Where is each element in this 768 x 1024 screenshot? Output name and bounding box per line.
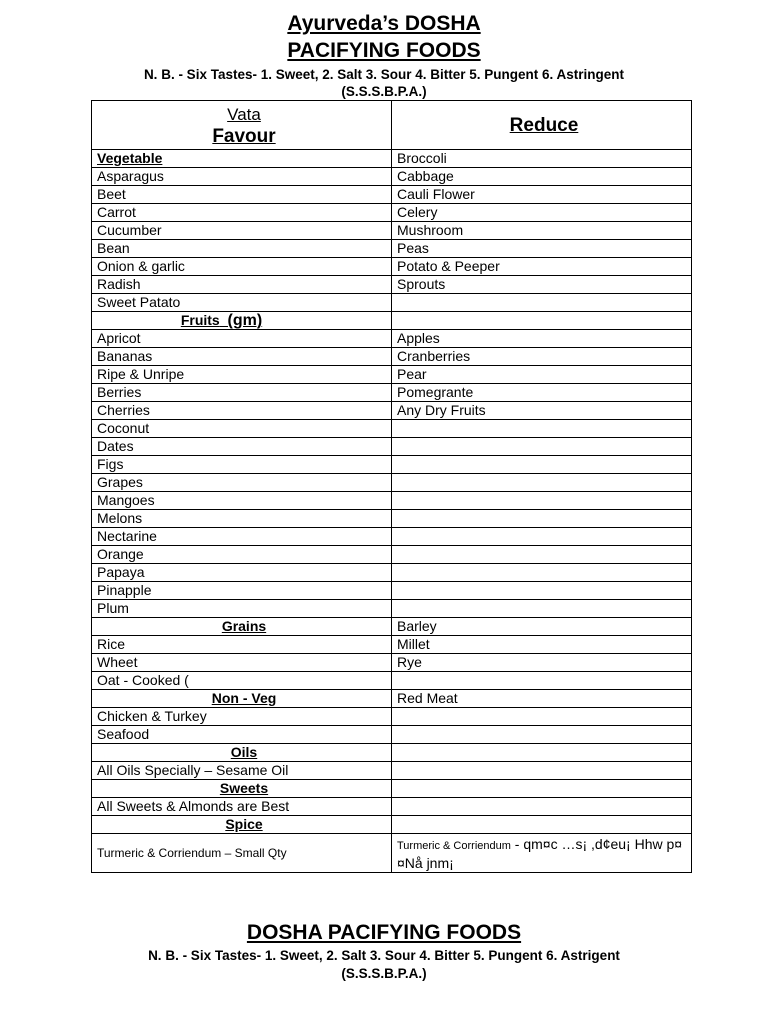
- sweets-heading: Sweets: [92, 780, 392, 798]
- tastes-abbrev: (S.S.S.B.P.A.): [341, 84, 427, 99]
- favour-heading: Favour: [212, 126, 276, 147]
- fruit-row: [92, 420, 692, 438]
- fruit-row: [92, 474, 692, 492]
- vegetable-heading-row: [92, 150, 692, 168]
- table-cell: [392, 744, 692, 762]
- reduce-cell: [392, 492, 692, 510]
- reduce-header-cell: [392, 101, 692, 150]
- favour-cell: Grapes: [92, 474, 392, 492]
- fruit-row: [92, 492, 692, 510]
- fruit-row: [92, 600, 692, 618]
- favour-cell: Asparagus: [92, 168, 392, 186]
- vegetable-row: [92, 168, 692, 186]
- fruits-heading-cell: [92, 312, 392, 330]
- spice-right-cell: [392, 834, 692, 873]
- table-cell: [392, 798, 692, 816]
- favour-cell: Cucumber: [92, 222, 392, 240]
- footer-title: DOSHA PACIFYING FOODS: [246, 921, 522, 944]
- favour-cell: Nectarine: [92, 528, 392, 546]
- reduce-cell: Any Dry Fruits: [392, 402, 692, 420]
- reduce-cell: [392, 420, 692, 438]
- spice-left-text: Turmeric & Corriendum – Small Qty: [97, 846, 287, 860]
- vegetable-heading: Vegetable: [92, 150, 392, 168]
- vata-heading: Vata: [227, 105, 261, 124]
- reduce-cell: [392, 726, 692, 744]
- fruit-row: [92, 528, 692, 546]
- favour-cell: Wheet: [92, 654, 392, 672]
- grain-row: [92, 672, 692, 690]
- grains-heading-row: [92, 618, 692, 636]
- fruits-unit: (gm): [227, 312, 263, 329]
- nonveg-heading-row: [92, 690, 692, 708]
- fruits-heading: Fruits: [180, 312, 220, 328]
- fruit-row: [92, 348, 692, 366]
- reduce-cell: [392, 600, 692, 618]
- favour-cell: Oat - Cooked (: [92, 672, 392, 690]
- nonveg-heading: Non - Veg: [92, 690, 392, 708]
- fruit-row: [92, 384, 692, 402]
- oils-heading-row: [92, 744, 692, 762]
- fruit-row: [92, 366, 692, 384]
- fruit-row: [92, 564, 692, 582]
- vegetable-row: [92, 294, 692, 312]
- vegetable-row: [92, 222, 692, 240]
- vegetable-row: [92, 258, 692, 276]
- reduce-cell: [392, 510, 692, 528]
- reduce-cell: [392, 474, 692, 492]
- reduce-cell: [392, 294, 692, 312]
- spice-heading: Spice: [92, 816, 392, 834]
- sweets-heading-row: [92, 780, 692, 798]
- reduce-cell: Millet: [392, 636, 692, 654]
- favour-cell: Onion & garlic: [92, 258, 392, 276]
- vegetable-row: [92, 204, 692, 222]
- reduce-cell: Rye: [392, 654, 692, 672]
- reduce-cell: [392, 672, 692, 690]
- spice-right-small: Turmeric & Corriendum: [397, 840, 511, 852]
- favour-cell: Radish: [92, 276, 392, 294]
- favour-cell: Orange: [92, 546, 392, 564]
- spice-left-cell: [92, 834, 392, 873]
- reduce-cell: Cranberries: [392, 348, 692, 366]
- vegetable-row: [92, 186, 692, 204]
- table-cell: Barley: [392, 618, 692, 636]
- favour-cell: Pinapple: [92, 582, 392, 600]
- reduce-cell: Mushroom: [392, 222, 692, 240]
- grains-heading: Grains: [92, 618, 392, 636]
- favour-cell: Coconut: [92, 420, 392, 438]
- reduce-cell: [392, 582, 692, 600]
- favour-cell: Cherries: [92, 402, 392, 420]
- tastes-note: N. B. - Six Tastes- 1. Sweet, 2. Salt 3. Sour 4. Bitter 5. Pungent 6. Astringent: [143, 67, 625, 82]
- food-table: [91, 100, 692, 873]
- reduce-cell: Cabbage: [392, 168, 692, 186]
- fruits-heading-row: [92, 312, 692, 330]
- favour-cell: Rice: [92, 636, 392, 654]
- reduce-heading: Reduce: [509, 115, 579, 136]
- reduce-cell: Apples: [392, 330, 692, 348]
- reduce-cell: Pomegrante: [392, 384, 692, 402]
- doc-title-line2: PACIFYING FOODS: [287, 39, 481, 62]
- oils-row: [92, 762, 692, 780]
- reduce-cell: [392, 528, 692, 546]
- table-header-row: [92, 101, 692, 150]
- reduce-cell: [392, 564, 692, 582]
- reduce-cell: Cauli Flower: [392, 186, 692, 204]
- reduce-cell: [392, 708, 692, 726]
- fruit-row: [92, 582, 692, 600]
- reduce-cell: Potato & Peeper: [392, 258, 692, 276]
- favour-cell: Beet: [92, 186, 392, 204]
- reduce-cell: Peas: [392, 240, 692, 258]
- favour-cell: Seafood: [92, 726, 392, 744]
- favour-cell: Bean: [92, 240, 392, 258]
- sweets-row: [92, 798, 692, 816]
- reduce-cell: [392, 456, 692, 474]
- grain-row: [92, 654, 692, 672]
- spice-heading-row: [92, 816, 692, 834]
- footer-tastes-note: N. B. - Six Tastes- 1. Sweet, 2. Salt 3. Sour 4. Bitter 5. Pungent 6. Astrigent: [148, 948, 620, 963]
- table-cell: [392, 816, 692, 834]
- footer-tastes-abbrev: (S.S.S.B.P.A.): [341, 966, 427, 981]
- table-cell: Broccoli: [392, 150, 692, 168]
- favour-cell: Melons: [92, 510, 392, 528]
- spice-row: [92, 834, 692, 873]
- doc-title-line1: Ayurveda’s DOSHA: [287, 12, 481, 35]
- oils-heading: Oils: [92, 744, 392, 762]
- favour-cell: Sweet Patato: [92, 294, 392, 312]
- fruit-row: [92, 438, 692, 456]
- reduce-cell: [392, 438, 692, 456]
- fruit-row: [92, 456, 692, 474]
- reduce-cell: Sprouts: [392, 276, 692, 294]
- vegetable-row: [92, 240, 692, 258]
- nonveg-row: [92, 708, 692, 726]
- table-cell: [392, 762, 692, 780]
- favour-cell: Apricot: [92, 330, 392, 348]
- vegetable-row: [92, 276, 692, 294]
- nonveg-row: [92, 726, 692, 744]
- fruit-row: [92, 330, 692, 348]
- reduce-cell: Celery: [392, 204, 692, 222]
- table-cell: [392, 780, 692, 798]
- reduce-cell: [392, 546, 692, 564]
- reduce-cell: Pear: [392, 366, 692, 384]
- fruit-row: [92, 546, 692, 564]
- favour-cell: Bananas: [92, 348, 392, 366]
- fruit-row: [92, 402, 692, 420]
- table-cell: [392, 312, 692, 330]
- oils-cell: All Oils Specially – Sesame Oil: [92, 762, 392, 780]
- favour-cell: Mangoes: [92, 492, 392, 510]
- favour-cell: Dates: [92, 438, 392, 456]
- table-cell: Red Meat: [392, 690, 692, 708]
- favour-cell: Chicken & Turkey: [92, 708, 392, 726]
- favour-cell: Ripe & Unripe: [92, 366, 392, 384]
- sweets-cell: All Sweets & Almonds are Best: [92, 798, 392, 816]
- favour-cell: Papaya: [92, 564, 392, 582]
- favour-cell: Figs: [92, 456, 392, 474]
- spice-right-text: - qm¤c …s¡ ,d¢eu¡ Hhw p¤¤Nå jnm¡: [397, 836, 683, 871]
- favour-cell: Carrot: [92, 204, 392, 222]
- favour-cell: Berries: [92, 384, 392, 402]
- fruit-row: [92, 510, 692, 528]
- favour-header-cell: [92, 101, 392, 150]
- grain-row: [92, 636, 692, 654]
- favour-cell: Plum: [92, 600, 392, 618]
